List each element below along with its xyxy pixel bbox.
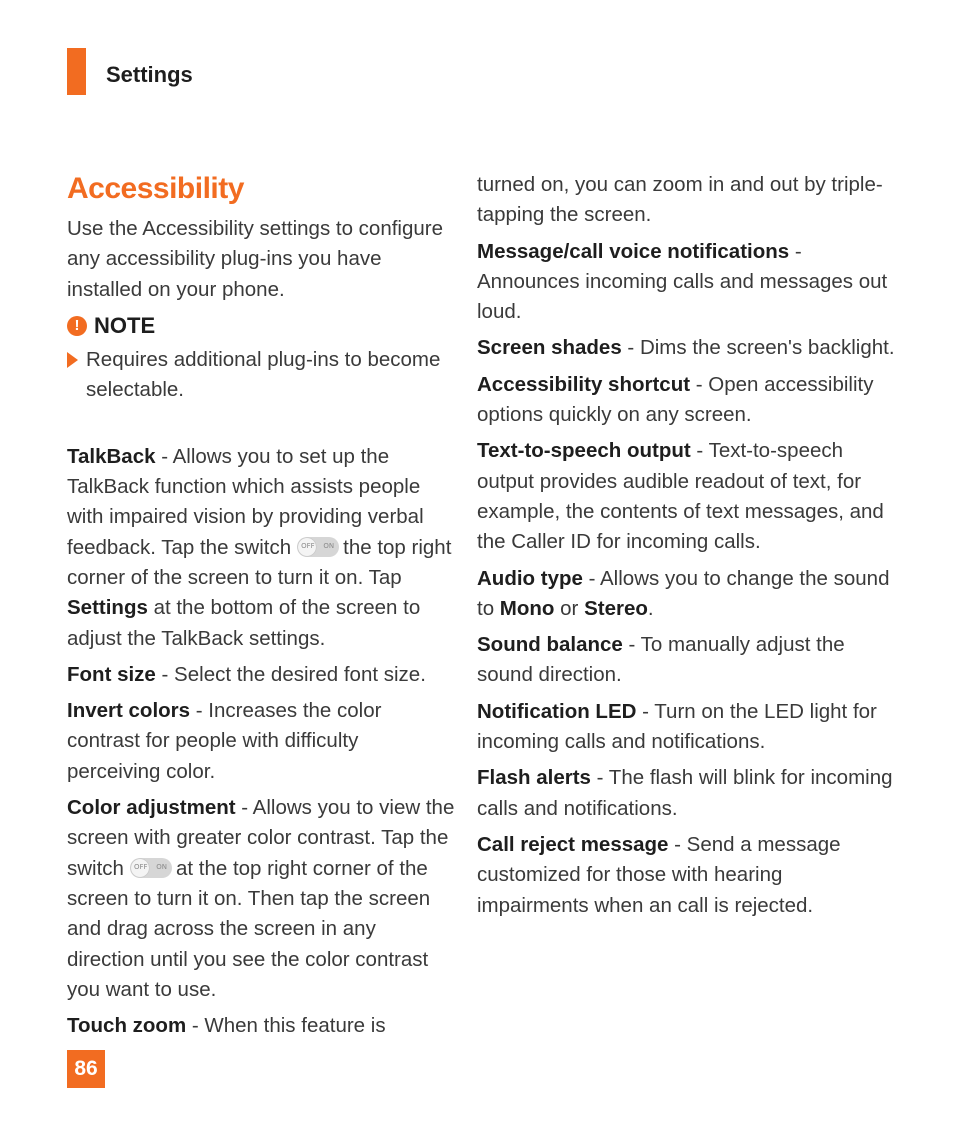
tts-output-entry (477, 436, 897, 557)
screen-shades-text: - Dims the screen's backlight. (621, 336, 895, 360)
flash-alerts-term: Flash alerts (477, 766, 591, 790)
page-title: Accessibility (67, 172, 244, 205)
note-text: Requires additional plug-ins to become selectable. (86, 348, 441, 402)
font-size-text: - Select the desired font size. (155, 662, 426, 686)
screen-shades-entry (477, 333, 897, 363)
touch-zoom-term: Touch zoom (67, 1014, 187, 1038)
tts-output-term: Text-to-speech output (477, 439, 691, 463)
font-size-entry (67, 660, 457, 690)
touch-zoom-entry (67, 1011, 457, 1041)
accessibility-shortcut-term: Accessibility shortcut (477, 372, 691, 396)
call-reject-entry (477, 830, 897, 921)
talkback-entry (67, 442, 457, 654)
left-column (67, 170, 457, 1047)
notification-led-term: Notification LED (477, 699, 637, 723)
switch-on-label: ON (323, 541, 335, 550)
note-heading (67, 311, 457, 341)
invert-colors-entry (67, 696, 457, 787)
touch-zoom-continued: turned on, you can zoom in and out by triple-tapping the screen. (477, 173, 883, 227)
color-adjustment-text-1: - Allows you to view the screen with greater color contrast. Tap the switch (67, 796, 455, 880)
talkback-text-1: - Allows you to set up the TalkBack function which assists people with impaired vision by providing verbal feedback. Tap the switch (67, 444, 424, 559)
arrow-right-icon (67, 352, 78, 368)
page-number: 86 (67, 1050, 105, 1088)
toggle-switch-icon (297, 537, 339, 557)
note-item (67, 345, 457, 406)
toggle-switch-icon (130, 858, 172, 878)
audio-type-end: . (647, 596, 654, 620)
accessibility-shortcut-text: - Open accessibility options quickly on any screen. (477, 372, 874, 427)
message-call-term: Message/call voice notifications (477, 239, 790, 263)
sound-balance-entry (477, 630, 897, 691)
color-adjustment-text-2: at the top right corner of the screen to turn it on. Then tap the screen and drag across the screen in any direction until you see the color contrast you want to use. (67, 856, 431, 1001)
note-label: NOTE (94, 312, 156, 338)
switch-off-label: OFF (301, 541, 315, 550)
stereo-bold: Stereo (584, 596, 648, 620)
invert-colors-text: - Increases the color contrast for people with difficulty perceiving color. (67, 699, 382, 783)
touch-zoom-text: - When this feature is (186, 1014, 386, 1038)
right-column (477, 170, 897, 927)
message-call-text: - Announces incoming calls and messages out loud. (477, 239, 888, 324)
talkback-term: TalkBack (67, 444, 156, 468)
settings-bold: Settings (67, 596, 148, 620)
sound-balance-text: - To manually adjust the sound direction. (477, 633, 845, 687)
call-reject-term: Call reject message (477, 832, 669, 856)
invert-colors-term: Invert colors (67, 699, 191, 723)
audio-type-entry (477, 564, 897, 625)
notification-led-text: - Turn on the LED light for incoming calls and notifications. (477, 699, 877, 754)
notification-led-entry (477, 697, 897, 758)
flash-alerts-text: - The flash will blink for incoming calls and notifications. (477, 766, 893, 820)
switch-off-label: OFF (133, 862, 148, 871)
accessibility-shortcut-entry (477, 370, 897, 431)
audio-type-text: - Allows you to change the sound to (477, 566, 890, 620)
font-size-term: Font size (67, 662, 156, 686)
audio-type-or: or (554, 596, 585, 620)
exclamation-icon: ! (67, 316, 87, 336)
section-title: Settings (106, 62, 193, 87)
color-adjustment-entry (67, 793, 457, 1005)
mono-bold: Mono (499, 596, 555, 620)
message-call-entry (477, 237, 897, 328)
sound-balance-term: Sound balance (477, 633, 623, 657)
talkback-text-3: at the bottom of the screen to adjust the TalkBack settings. (67, 596, 421, 650)
section-marker (67, 48, 86, 95)
audio-type-term: Audio type (477, 566, 583, 590)
flash-alerts-entry (477, 763, 897, 824)
color-adjustment-term: Color adjustment (67, 796, 236, 820)
screen-shades-term: Screen shades (477, 336, 622, 360)
switch-on-label: ON (156, 862, 167, 871)
talkback-text-2: the top right corner of the screen to turn it on. Tap (67, 535, 452, 589)
tts-output-text: - Text-to-speech output provides audible readout of text, for example, the contents of text messages, and the Caller ID for incoming calls. (477, 439, 884, 554)
intro-paragraph: Use the Accessibility settings to configure any accessibility plug-ins you have installed on your phone. (67, 217, 444, 301)
call-reject-text: - Send a message customized for those with hearing impairments when an call is rejected. (477, 832, 841, 917)
